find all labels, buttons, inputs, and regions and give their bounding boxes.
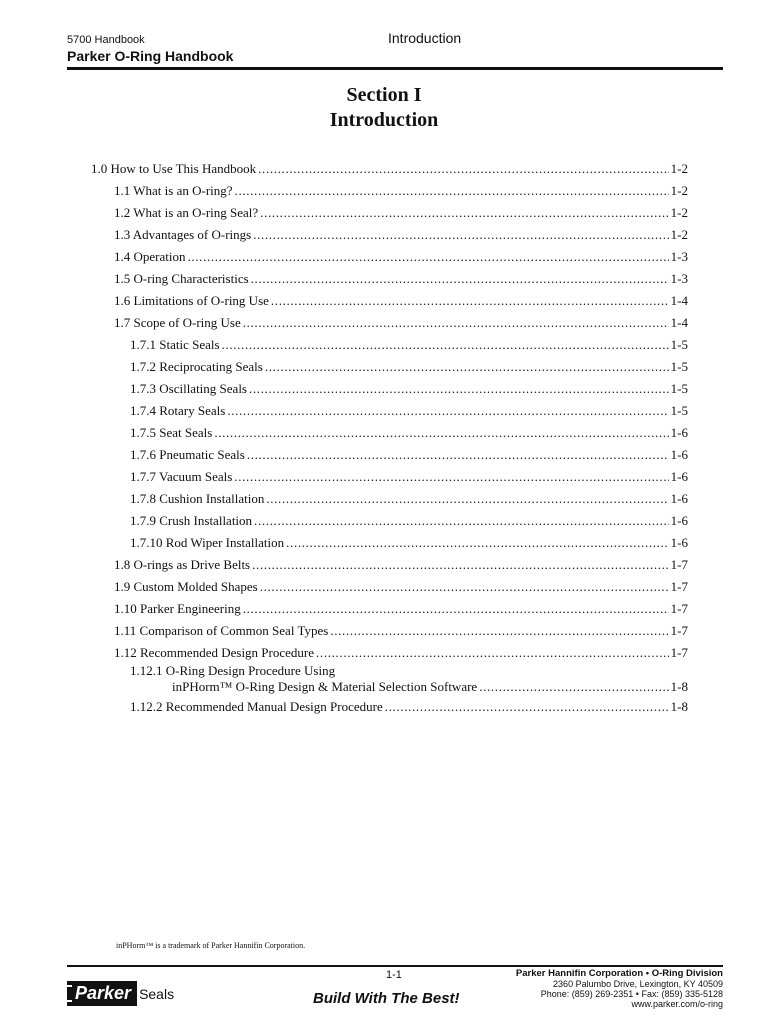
toc-entry-label: 1.7 Scope of O-ring Use xyxy=(114,315,241,330)
toc-entry[interactable] xyxy=(114,576,688,598)
toc-entry[interactable] xyxy=(130,488,688,510)
toc-entry-page: 1-3 xyxy=(670,249,688,264)
toc-entry-page: 1-6 xyxy=(670,535,688,550)
toc-entry-page: 1-7 xyxy=(670,579,688,594)
toc-entry-label: inPHorm™ O-Ring Design & Material Selection Software xyxy=(172,679,478,694)
toc-entry[interactable] xyxy=(114,290,688,312)
toc-leader-dots xyxy=(243,598,669,620)
toc-entry[interactable] xyxy=(130,510,688,532)
toc-leader-dots xyxy=(247,444,669,466)
parker-seals-logo xyxy=(67,981,174,1006)
toc-leader-dots xyxy=(316,642,669,664)
toc-entry-label: 1.12 Recommended Design Procedure xyxy=(114,645,315,660)
trademark-footnote: inPHorm™ is a trademark of Parker Hannifin Corporation. xyxy=(116,941,306,950)
toc-entry-page: 1-2 xyxy=(670,227,688,242)
toc-entry-page: 1-6 xyxy=(670,469,688,484)
toc-entry-label: 1.6 Limitations of O-ring Use xyxy=(114,293,269,308)
slogan: Build With The Best! xyxy=(313,990,460,1007)
toc-entry[interactable] xyxy=(114,312,688,334)
toc-leader-dots xyxy=(479,676,668,698)
toc-entry[interactable] xyxy=(114,246,688,268)
toc-leader-dots xyxy=(254,510,669,532)
toc-entry[interactable] xyxy=(130,334,688,356)
toc-entry-label: 1.8 O-rings as Drive Belts xyxy=(114,557,251,572)
toc-entry-page: 1-5 xyxy=(670,403,688,418)
toc-entry-label: 1.3 Advantages of O-rings xyxy=(114,227,252,242)
section-title: Introduction xyxy=(329,109,439,131)
toc-leader-dots xyxy=(252,554,669,576)
toc-entry-page: 1-6 xyxy=(670,513,688,528)
toc-leader-dots xyxy=(260,576,669,598)
toc-leader-dots xyxy=(330,620,668,642)
toc-entry-page: 1-6 xyxy=(670,425,688,440)
toc-leader-dots xyxy=(234,466,668,488)
section-number: Section I xyxy=(346,84,422,106)
toc-leader-dots xyxy=(260,202,668,224)
toc-entry-label: 1.7.9 Crush Installation xyxy=(130,513,253,528)
toc-entry[interactable] xyxy=(130,532,688,554)
corp-name: Parker Hannifin Corporation • O-Ring Division xyxy=(515,968,723,979)
toc-entry-label: 1.7.2 Reciprocating Seals xyxy=(130,359,263,374)
page-number: 1-1 xyxy=(386,969,402,981)
toc-entry-label: 1.7.3 Oscillating Seals xyxy=(130,381,247,396)
toc-entry-label: 1.7.10 Rod Wiper Installation xyxy=(130,535,285,550)
toc-entry-label: 1.0 How to Use This Handbook xyxy=(91,161,257,176)
toc-entry[interactable] xyxy=(114,554,688,576)
toc-leader-dots xyxy=(258,158,669,180)
toc-leader-dots xyxy=(266,488,668,510)
toc-entry-label-line1[interactable]: 1.12.1 O-Ring Design Procedure Using xyxy=(130,663,336,678)
toc-entry-label: 1.1 What is an O-ring? xyxy=(114,183,233,198)
toc-leader-dots xyxy=(271,290,669,312)
logo-suffix: Seals xyxy=(139,985,175,1002)
toc-entry-page: 1-4 xyxy=(670,293,688,308)
toc-leader-dots xyxy=(249,378,669,400)
corp-address: 2360 Palumbo Drive, Lexington, KY 40509 xyxy=(553,979,723,989)
toc-entry-page: 1-8 xyxy=(670,679,688,694)
toc-leader-dots xyxy=(265,356,669,378)
parker-logo-wordmark: Parker xyxy=(67,981,137,1006)
toc-entry-page: 1-2 xyxy=(670,205,688,220)
toc-entry-label: 1.7.5 Seat Seals xyxy=(130,425,213,440)
toc-leader-dots xyxy=(235,180,669,202)
header-rule xyxy=(67,67,723,70)
toc-entry-page: 1-5 xyxy=(670,381,688,396)
toc-entry-label: 1.7.1 Static Seals xyxy=(130,337,220,352)
toc-entry[interactable] xyxy=(114,224,688,246)
toc-entry[interactable] xyxy=(172,676,688,698)
toc-entry-label: 1.9 Custom Molded Shapes xyxy=(114,579,258,594)
toc-entry-page: 1-7 xyxy=(670,557,688,572)
corporate-contact xyxy=(516,968,723,1009)
toc-entry-label: 1.5 O-ring Characteristics xyxy=(114,271,249,286)
toc-entry-label: 1.12.2 Recommended Manual Design Procedure xyxy=(130,699,383,714)
toc-leader-dots xyxy=(253,224,668,246)
toc-entry[interactable] xyxy=(114,202,688,224)
toc-entry[interactable] xyxy=(130,444,688,466)
toc-entry-page: 1-2 xyxy=(670,183,688,198)
toc-entry-page: 1-7 xyxy=(670,601,688,616)
toc-entry[interactable] xyxy=(130,422,688,444)
toc-entry[interactable] xyxy=(114,180,688,202)
toc-entry[interactable] xyxy=(130,378,688,400)
toc-entry[interactable] xyxy=(114,268,688,290)
toc-entry-label: 1.7.6 Pneumatic Seals xyxy=(130,447,245,462)
running-section-name: Introduction xyxy=(388,30,462,46)
toc-entry-page: 1-6 xyxy=(670,447,688,462)
corp-website[interactable]: www.parker.com/o-ring xyxy=(631,999,723,1009)
toc-entry-page: 1-7 xyxy=(670,645,688,660)
toc-leader-dots xyxy=(251,268,669,290)
toc-entry-label: 1.11 Comparison of Common Seal Types xyxy=(114,623,329,638)
toc-entry-label: 1.4 Operation xyxy=(114,249,186,264)
toc-entry[interactable] xyxy=(114,620,688,642)
toc-entry-page: 1-2 xyxy=(670,161,688,176)
toc-leader-dots xyxy=(227,400,668,422)
toc-leader-dots xyxy=(286,532,669,554)
toc-entry[interactable] xyxy=(130,466,688,488)
book-title: Parker O-Ring Handbook xyxy=(67,48,234,64)
corp-phone: Phone: (859) 269-2351 • Fax: (859) 335-5128 xyxy=(540,989,723,999)
toc-entry-label: 1.7.7 Vacuum Seals xyxy=(130,469,233,484)
toc-entry[interactable] xyxy=(130,696,688,718)
toc-leader-dots xyxy=(214,422,668,444)
toc-entry-page: 1-3 xyxy=(670,271,688,286)
toc-entry-page: 1-7 xyxy=(670,623,688,638)
toc-leader-dots xyxy=(243,312,669,334)
toc-entry[interactable] xyxy=(91,158,688,180)
toc-entry[interactable] xyxy=(114,598,688,620)
toc-leader-dots xyxy=(187,246,668,268)
handbook-code: 5700 Handbook xyxy=(67,34,145,46)
toc-entry-page: 1-6 xyxy=(670,491,688,506)
toc-entry-page: 1-5 xyxy=(670,359,688,374)
toc-entry-page: 1-4 xyxy=(670,315,688,330)
toc-entry-label: 1.10 Parker Engineering xyxy=(114,601,241,616)
toc-entry-label: 1.2 What is an O-ring Seal? xyxy=(114,205,259,220)
toc-entry-page: 1-5 xyxy=(670,337,688,352)
toc-entry[interactable] xyxy=(130,400,688,422)
toc-leader-dots xyxy=(222,334,669,356)
footer-rule xyxy=(67,965,723,967)
toc-entry-label: 1.7.8 Cushion Installation xyxy=(130,491,265,506)
toc-leader-dots xyxy=(385,696,669,718)
toc-entry-label: 1.7.4 Rotary Seals xyxy=(130,403,226,418)
toc-entry[interactable] xyxy=(130,356,688,378)
toc-entry-page: 1-8 xyxy=(670,699,688,714)
